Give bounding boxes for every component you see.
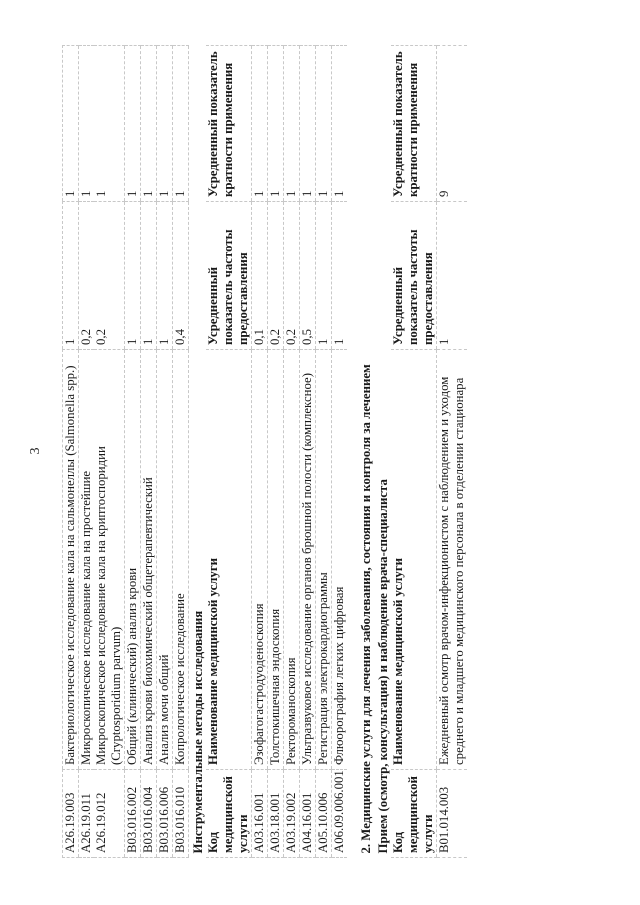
service-name: Ультразвуковое исследование органов брюшной полости (комплексное)	[300, 350, 316, 770]
multiplicity-value: 1	[300, 46, 316, 202]
table-header-row	[391, 46, 437, 858]
service-name: Эзофагогастродуоденоскопия	[252, 350, 268, 770]
section-title-row	[189, 46, 207, 858]
multiplicity-value: 1	[284, 46, 300, 202]
table-row	[300, 46, 316, 858]
table-header-row	[206, 46, 252, 858]
frequency-value: 1	[332, 202, 348, 350]
service-name: Общий (клинический) анализ крови	[125, 350, 141, 770]
table-row	[157, 46, 173, 858]
frequency-value: 1	[125, 202, 141, 350]
service-name: Анализ крови биохимический общетерапевтический	[141, 350, 157, 770]
service-name: Ректороманоскопия	[284, 350, 300, 770]
table-row	[316, 46, 332, 858]
service-name: Анализ мочи общий	[157, 350, 173, 770]
section2-title: 2. Медицинские услуги для лечения заболевания, состояния и контроля за лечением	[359, 364, 373, 854]
multiplicity-value: 1	[316, 46, 332, 202]
header-frequency: Усредненный показатель частоты предоставления	[206, 202, 252, 350]
table-row	[437, 46, 468, 858]
instrumental-section-title: Инструментальные методы исследования	[189, 46, 207, 858]
frequency-value: 1	[316, 202, 332, 350]
service-code: A26.19.003	[63, 770, 79, 858]
service-code: A26.19.011	[79, 770, 95, 858]
service-name: Бактериологическое исследование кала на сальмонеллы (Salmonella spp.)	[63, 350, 79, 770]
frequency-value: 0,5	[300, 202, 316, 350]
rotated-page-content	[62, 46, 632, 858]
service-code: A03.16.001	[252, 770, 268, 858]
page-number: 3	[28, 447, 43, 455]
frequency-value: 0,4	[173, 202, 189, 350]
services-table	[62, 45, 467, 858]
table-row	[141, 46, 157, 858]
service-code: A05.10.006	[316, 770, 332, 858]
multiplicity-value: 1	[157, 46, 173, 202]
service-name: Микроскопическое исследование кала на простейшие	[79, 350, 95, 770]
frequency-value: 0,2	[79, 202, 95, 350]
frequency-value: 0,2	[94, 202, 125, 350]
spacer-row	[347, 46, 357, 858]
service-name: Флюорография легких цифровая	[332, 350, 348, 770]
header-name: Наименование медицинской услуги	[206, 350, 252, 770]
service-code: B03.016.004	[141, 770, 157, 858]
multiplicity-value: 1	[63, 46, 79, 202]
frequency-value: 0,2	[284, 202, 300, 350]
header-multiplicity: Усредненный показатель кратности применения	[391, 46, 437, 202]
service-code: A04.16.001	[300, 770, 316, 858]
table-row	[332, 46, 348, 858]
service-code: B03.016.010	[173, 770, 189, 858]
multiplicity-value: 1	[141, 46, 157, 202]
table-row	[125, 46, 141, 858]
service-code: A06.09.006.001	[332, 770, 348, 858]
frequency-value: 1	[63, 202, 79, 350]
service-code: A03.18.001	[268, 770, 284, 858]
table-row	[79, 46, 95, 858]
service-name: Регистрация электрокардиограммы	[316, 350, 332, 770]
table-row	[284, 46, 300, 858]
table-row	[94, 46, 125, 858]
service-name: Толстокишечная эндоскопия	[268, 350, 284, 770]
table-row	[63, 46, 79, 858]
multiplicity-value: 1	[173, 46, 189, 202]
service-code: B03.016.006	[157, 770, 173, 858]
frequency-value: 0,2	[268, 202, 284, 350]
multiplicity-value: 1	[94, 46, 125, 202]
service-code: B01.014.003	[437, 770, 468, 858]
header-code: Код медицинской услуги	[206, 770, 252, 858]
section2-subtitle: Прием (осмотр, консультация) и наблюдение врача-специалиста	[376, 479, 390, 854]
service-code: A26.19.012	[94, 770, 125, 858]
header-frequency: Усредненный показатель частоты предоставления	[391, 202, 437, 350]
frequency-value: 1	[141, 202, 157, 350]
multiplicity-value: 1	[332, 46, 348, 202]
header-multiplicity: Усредненный показатель кратности применения	[206, 46, 252, 202]
table-row	[173, 46, 189, 858]
multiplicity-value: 1	[252, 46, 268, 202]
frequency-value: 0,1	[252, 202, 268, 350]
header-code: Код медицинской услуги	[391, 770, 437, 858]
header-name: Наименование медицинской услуги	[391, 350, 437, 770]
multiplicity-value: 9	[437, 46, 468, 202]
service-code: B03.016.002	[125, 770, 141, 858]
service-name: Копрологическое исследование	[173, 350, 189, 770]
service-name: Микроскопическое исследование кала на криптоспоридии (Cryptosporidium parvum)	[94, 350, 125, 770]
multiplicity-value: 1	[79, 46, 95, 202]
service-code: A03.19.002	[284, 770, 300, 858]
section-subtitle-row	[374, 46, 391, 858]
section-title-row	[357, 46, 374, 858]
table-row	[252, 46, 268, 858]
table-row	[268, 46, 284, 858]
service-name: Ежедневный осмотр врачом-инфекционистом с наблюдением и уходом среднего и младшего медицинского персонала в отделении стационара	[437, 350, 468, 770]
multiplicity-value: 1	[125, 46, 141, 202]
frequency-value: 1	[157, 202, 173, 350]
multiplicity-value: 1	[268, 46, 284, 202]
frequency-value: 1	[437, 202, 468, 350]
